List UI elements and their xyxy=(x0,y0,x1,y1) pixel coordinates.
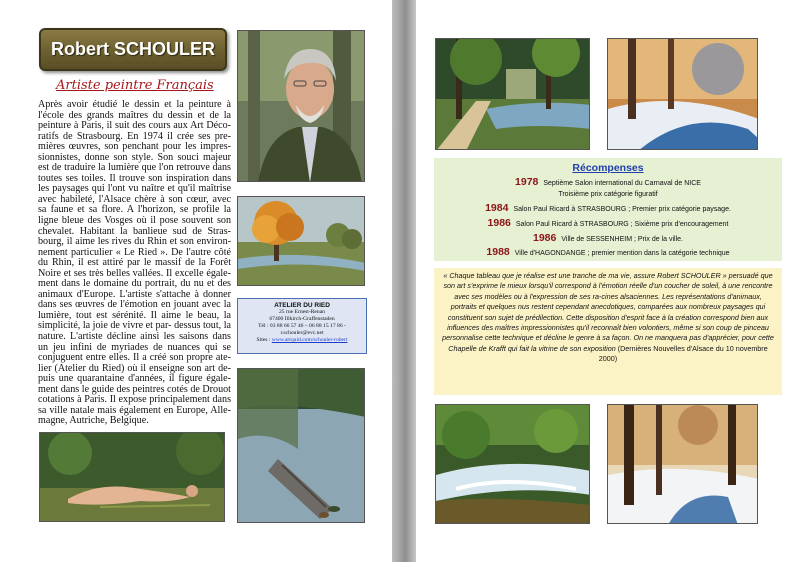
reclining-figure-painting xyxy=(39,432,225,522)
award-text: Ville de SESSENHEIM ; Prix de la ville. xyxy=(561,236,683,243)
atelier-site-label: Sites : xyxy=(256,337,271,343)
atelier-title: ATELIER DU RIED xyxy=(274,302,330,309)
award-year: 1984 xyxy=(485,202,509,214)
awards-title: Récompenses xyxy=(572,162,644,174)
award-year: 1988 xyxy=(486,246,510,258)
award-text: Salon Paul Ricard à STRASBOURG ; Premier prix catégorie paysage. xyxy=(513,206,731,213)
artist-subtitle: Artiste peintre Français xyxy=(56,78,214,93)
press-quote-source: (Dernières Nouvelles d'Alsace du 10 novembre 2000) xyxy=(598,343,768,364)
award-item xyxy=(434,202,782,214)
atelier-site-link[interactable]: www.artquid.com/schouler-robert xyxy=(271,337,348,343)
artist-portrait-photo xyxy=(237,30,365,182)
forest-waterfall-painting xyxy=(435,404,590,524)
page-gutter xyxy=(392,0,416,562)
award-text: Septième Salon international du Carnaval de NICE xyxy=(543,180,701,187)
riverside-path-painting xyxy=(435,38,590,150)
biography-text: Après avoir étudié le dessin et la peinture à l'école des grands maîtres du dessin et de la peinture à Paris, il suit des cours aux Art Déco-ratifs de Strasbourg. En 1974 il crée ses pre-mières œuvres, son penchant pour les impres-sionnistes, donne son style. Son souci majeur est de traduire la lumière que l'on retrouve dans toutes ses toiles. Il trouve son inspiration dans les paysages qui l'ont vu naître et qu'il maîtrise avec habileté, l'Alsace chère à son cœur, avec sa faune et sa flore. A l'horizon, se profile la ligne bleue des Vosges où il pose souvent son chevalet. Habitant la banlieue sud de Stras-bourg, il aime les rives du Rhin et son environ-nement particulier « Le Ried ». De l'autre côté du Rhin, il est attiré par le massif de la Forêt Noire et ses très belles vallées. Il excelle égale-ment dans le domaine du portrait, du nu et des animaux d'Europe. L'artiste s'attache à donner dans ses œuvres de l'émotion en jouant avec la lumière, tout est sérénité. Il aime le beau, la simplicité, la joie de vivre et par- dessus tout, la nature. L'artiste décline ainsi les saisons dans un jeu infini de myriades de nuances qui se conjuguent entre elles. Il a créé son propre ate-lier (Atelier du Ried) où il enseigne son art de-puis une quarantaine d'années, il figure égale-ment dans le guide des peintres cotés de Drouot cotations à Paris. Il expose principalement dans sa ville natale mais également en Europe, Alle-magne, Autriche, Belgique. xyxy=(38,99,231,427)
award-item xyxy=(434,232,782,244)
award-text-continued: Troisième prix catégorie figuratif xyxy=(558,191,658,198)
award-item xyxy=(434,246,782,258)
snowy-stream-painting xyxy=(607,38,758,150)
artist-name-banner: Robert SCHOULER xyxy=(39,28,227,71)
left-page xyxy=(0,0,392,562)
autumn-tree-painting xyxy=(237,196,365,286)
right-page xyxy=(416,0,800,562)
award-item xyxy=(434,176,782,188)
award-year: 1978 xyxy=(515,176,539,188)
boat-on-water-painting xyxy=(237,368,365,523)
press-quote-box xyxy=(434,268,782,395)
press-quote-text: « Chaque tableau que je réalise est une tranche de ma vie, assure Robert SCHOULER » persuadé que son art s'exprime le mieux lorsqu'il correspond à l'émotion réelle d'un coucher de soleil, à une rencontre avec ses modèles ou à l'expression de ses ra-cines alsaciennes. Les représentations d'animaux, portraits et quelques nus restent cependant anecdotiques, comparées aux nombreux paysages qui constituent son sujet de prédilection. Cette disposition d'esprit face à la création correspond bien aux influences des maîtres impressionnistes qu'il reconnaît bien volontiers, même si son coup de pinceau personnalise cette technique et décline le genre à sa façon. On ne manquera pas d'apprécier, pour cette Chapelle de Krafft qui fait la vitrine de son exposition xyxy=(442,271,774,353)
winter-forest-painting xyxy=(607,404,758,524)
award-item xyxy=(434,217,782,229)
award-text: Salon Paul Ricard à STRASBOURG ; Sixième prix d'encouragement xyxy=(515,221,729,228)
atelier-phone: Tél : 03 88 66 57 46 – 06 88 15 17 86 - xyxy=(258,323,346,329)
award-year: 1986 xyxy=(533,232,557,244)
atelier-city: 67400 Illkirch-Graffenstaden xyxy=(269,316,335,322)
atelier-contact-box xyxy=(237,298,367,354)
awards-section xyxy=(434,158,782,261)
award-year: 1986 xyxy=(487,217,511,229)
atelier-email: r.schouler@evc.net xyxy=(280,330,324,336)
award-text: Ville d'HAGONDANGE ; premier mention dans la catégorie technique xyxy=(514,250,730,257)
atelier-street: 25 rue Ernest-Renan xyxy=(279,309,325,315)
